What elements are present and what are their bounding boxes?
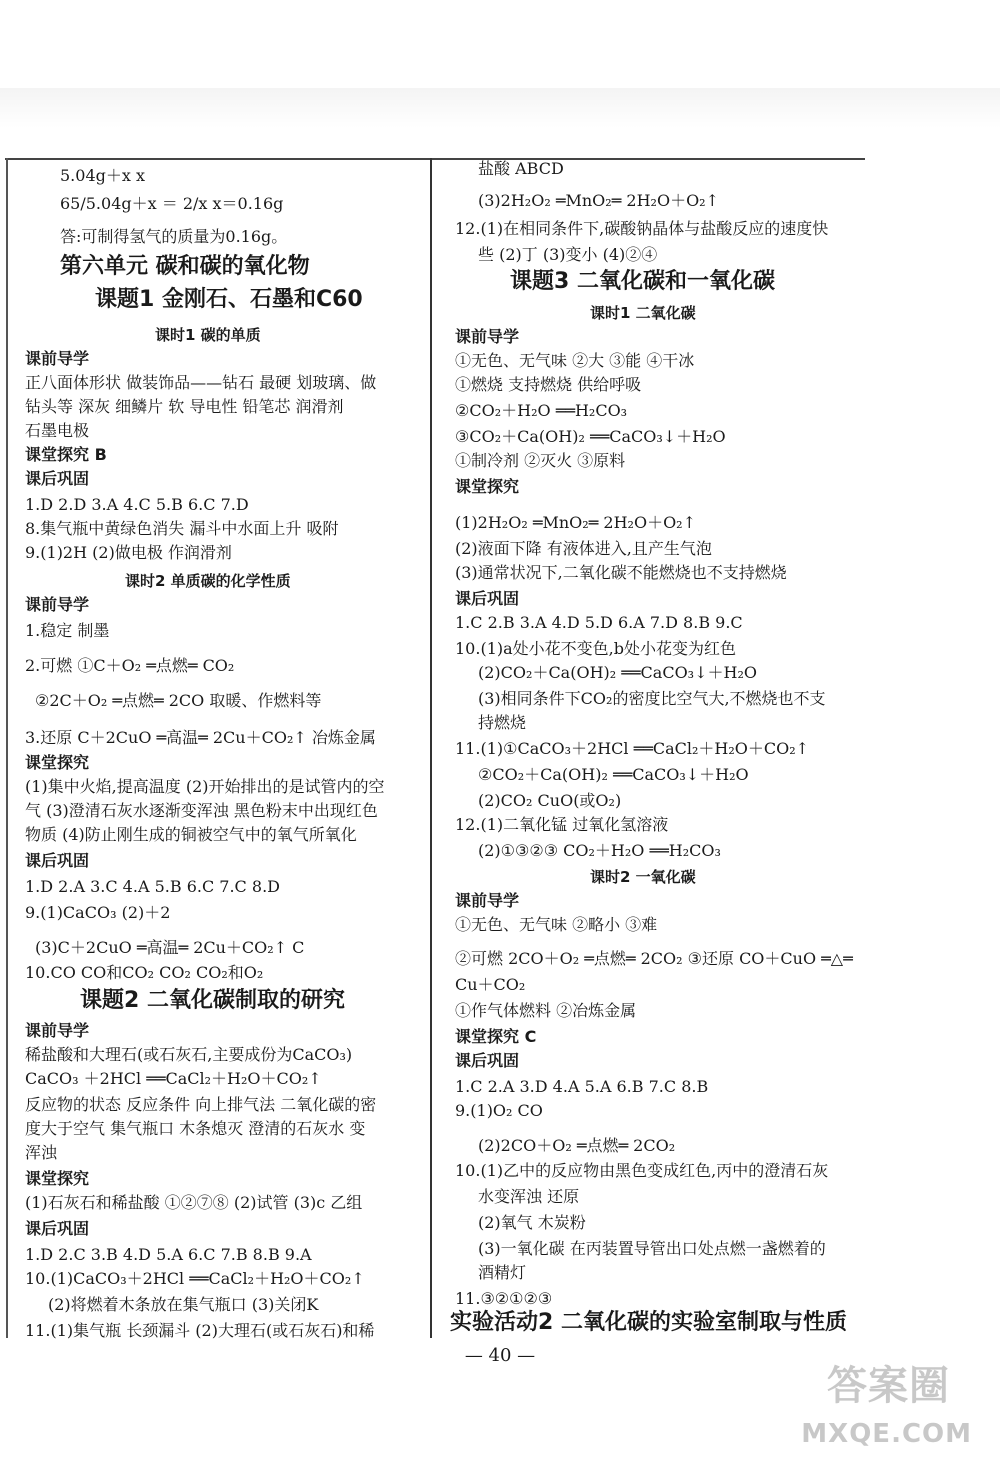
right-text-line: (2)液面下降 有液体进入,且产生气泡 xyxy=(455,539,712,558)
left-text-line: 2.可燃 ①C＋O₂ ═点燃═ CO₂ xyxy=(25,656,235,675)
right-text-line: 11.③②①②③ xyxy=(455,1289,553,1308)
left-text-line: 10.CO CO和CO₂ CO₂ CO₂和O₂ xyxy=(25,963,264,982)
right-text-line: Cu＋CO₂ xyxy=(455,975,526,994)
left-text-line: (1)集中火焰,提高温度 (2)开始排出的是试管内的空 xyxy=(25,777,385,796)
left-text-line: 9.(1)2H (2)做电极 作润滑剂 xyxy=(25,543,232,562)
right-text-line: ②CO₂＋H₂O ══H₂CO₃ xyxy=(455,401,628,420)
right-text-line: 实验活动2 二氧化碳的实验室制取与性质 xyxy=(450,1310,847,1335)
watermark-bottom: MXQE.COM xyxy=(801,1419,972,1449)
left-text-line: 5.04g＋x x xyxy=(60,166,146,185)
right-text-line: 酒精灯 xyxy=(478,1263,527,1282)
left-text-line: (3)C＋2CuO ═高温═ 2Cu＋CO₂↑ C xyxy=(35,938,305,957)
left-text-line: 反应物的状态 反应条件 向上排气法 二氧化碳的密 xyxy=(25,1095,377,1114)
left-text-line: 课堂探究 xyxy=(25,1169,90,1188)
right-text-line: ③CO₂＋Ca(OH)₂ ══CaCO₃↓＋H₂O xyxy=(455,427,726,446)
page-number: — 40 — xyxy=(464,1345,536,1366)
left-text-line: 课前导学 xyxy=(25,349,90,368)
left-text-line: 3.还原 C＋2CuO ═高温═ 2Cu＋CO₂↑ 冶炼金属 xyxy=(25,728,376,747)
right-text-line: ①作气体燃料 ②冶炼金属 xyxy=(455,1001,637,1020)
left-text-line: 65/5.04g＋x ＝ 2/x x＝0.16g xyxy=(60,194,284,213)
right-text-line: ①无色、无气味 ②大 ③能 ④干冰 xyxy=(455,351,695,370)
left-text-line: 1.D 2.C 3.B 4.D 5.A 6.C 7.B 8.B 9.A xyxy=(25,1245,312,1264)
right-text-line: 课后巩固 xyxy=(455,589,520,608)
right-text-line: 12.(1)在相同条件下,碳酸钠晶体与盐酸反应的速度快 xyxy=(455,219,829,238)
scan-shadow xyxy=(0,88,1000,128)
right-text-line: (3)相同条件下CO₂的密度比空气大,不燃烧也不支 xyxy=(478,689,826,708)
left-text-line: (2)将燃着木条放在集气瓶口 (3)关闭K xyxy=(48,1295,319,1314)
left-text-line: 课后巩固 xyxy=(25,851,90,870)
left-text-line: 正八面体形状 做装饰品——钻石 最硬 划玻璃、做 xyxy=(25,373,377,392)
right-text-line: ①制冷剂 ②灭火 ③原料 xyxy=(455,451,626,470)
right-text-line: (2)①③②③ CO₂＋H₂O ══H₂CO₃ xyxy=(478,841,721,860)
left-text-line: 10.(1)CaCO₃＋2HCl ══CaCl₂＋H₂O＋CO₂↑ xyxy=(25,1269,365,1288)
top-rule xyxy=(5,158,865,160)
right-text-line: 课后巩固 xyxy=(455,1051,520,1070)
right-text-line: 课堂探究 xyxy=(455,477,520,496)
right-text-line: 盐酸 ABCD xyxy=(478,159,564,178)
left-text-line: 气 (3)澄清石灰水逐渐变浑浊 黑色粉末中出现红色 xyxy=(25,801,378,820)
right-text-line: (2)CO₂＋Ca(OH)₂ ══CaCO₃↓＋H₂O xyxy=(478,663,757,682)
right-text-line: 课堂探究 C xyxy=(455,1027,537,1046)
right-text-line: 水变浑浊 还原 xyxy=(478,1187,580,1206)
right-text-line: (1)2H₂O₂ ═MnO₂═ 2H₂O＋O₂↑ xyxy=(455,513,697,532)
right-text-line: 1.C 2.B 3.A 4.D 5.D 6.A 7.D 8.B 9.C xyxy=(455,613,743,632)
right-text-line: 1.C 2.A 3.D 4.A 5.A 6.B 7.C 8.B xyxy=(455,1077,709,1096)
left-text-line: 课时2 单质碳的化学性质 xyxy=(125,572,291,590)
right-text-line: (2)氧气 木炭粉 xyxy=(478,1213,586,1232)
right-text-line: 持燃烧 xyxy=(478,713,527,732)
left-text-line: 课堂探究 B xyxy=(25,445,107,464)
right-text-line: ②CO₂＋Ca(OH)₂ ══CaCO₃↓＋H₂O xyxy=(478,765,749,784)
left-text-line: 石墨电极 xyxy=(25,421,90,440)
left-text-line: 1.稳定 制墨 xyxy=(25,621,110,640)
right-text-line: 12.(1)二氧化锰 过氧化氢溶液 xyxy=(455,815,669,834)
right-text-line: ②可燃 2CO＋O₂ ═点燃═ 2CO₂ ③还原 CO＋CuO ═△═ xyxy=(455,949,853,968)
left-text-line: ②2C＋O₂ ═点燃═ 2CO 取暖、作燃料等 xyxy=(35,691,322,710)
left-text-line: 11.(1)集气瓶 长颈漏斗 (2)大理石(或石灰石)和稀 xyxy=(25,1321,375,1340)
left-text-line: 课前导学 xyxy=(25,1021,90,1040)
right-text-line: 课前导学 xyxy=(455,327,520,346)
left-border xyxy=(6,158,8,1338)
right-text-line: (3)一氧化碳 在丙装置导管出口处点燃一盏燃着的 xyxy=(478,1239,826,1258)
left-text-line: 1.D 2.A 3.C 4.A 5.B 6.C 7.C 8.D xyxy=(25,877,280,896)
left-text-line: 第六单元 碳和碳的氧化物 xyxy=(60,254,310,279)
right-text-line: 课题3 二氧化碳和一氧化碳 xyxy=(510,269,775,294)
left-text-line: 课后巩固 xyxy=(25,469,90,488)
right-text-line: 课前导学 xyxy=(455,891,520,910)
right-text-line: ①燃烧 支持燃烧 供给呼吸 xyxy=(455,375,642,394)
left-text-line: 课堂探究 xyxy=(25,753,90,772)
right-text-line: 课时1 二氧化碳 xyxy=(590,304,696,322)
right-text-line: (2)CO₂ CuO(或O₂) xyxy=(478,791,622,810)
left-text-line: 稀盐酸和大理石(或石灰石,主要成份为CaCO₃) xyxy=(25,1045,353,1064)
left-text-line: 9.(1)CaCO₃ (2)＋2 xyxy=(25,903,171,922)
left-text-line: 答:可制得氢气的质量为0.16g。 xyxy=(60,227,288,246)
left-text-line: (1)石灰石和稀盐酸 ①②⑦⑧ (2)试管 (3)c 乙组 xyxy=(25,1193,363,1212)
left-text-line: 课题2 二氧化碳制取的研究 xyxy=(80,988,345,1013)
left-text-line: 课时1 碳的单质 xyxy=(155,326,261,344)
left-text-line: 度大于空气 集气瓶口 木条熄灭 澄清的石灰水 变 xyxy=(25,1119,366,1138)
left-text-line: 课前导学 xyxy=(25,595,90,614)
right-text-line: (2)2CO＋O₂ ═点燃═ 2CO₂ xyxy=(478,1136,676,1155)
right-text-line: 10.(1)乙中的反应物由黑色变成红色,丙中的澄清石灰 xyxy=(455,1161,829,1180)
left-text-line: 1.D 2.D 3.A 4.C 5.B 6.C 7.D xyxy=(25,495,249,514)
right-text-line: 些 (2)丁 (3)变小 (4)②④ xyxy=(478,245,658,264)
left-text-line: 课题1 金刚石、石墨和C60 xyxy=(95,287,363,312)
left-text-line: 8.集气瓶中黄绿色消失 漏斗中水面上升 吸附 xyxy=(25,519,339,538)
right-text-line: (3)通常状况下,二氧化碳不能燃烧也不支持燃烧 xyxy=(455,563,787,582)
left-text-line: 物质 (4)防止刚生成的铜被空气中的氧气所氧化 xyxy=(25,825,357,844)
right-text-line: 课时2 一氧化碳 xyxy=(590,868,696,886)
right-text-line: ①无色、无气味 ②略小 ③难 xyxy=(455,915,658,934)
right-text-line: (3)2H₂O₂ ═MnO₂═ 2H₂O＋O₂↑ xyxy=(478,191,720,210)
watermark-top: 答案圈 xyxy=(827,1363,950,1409)
right-text-line: 9.(1)O₂ CO xyxy=(455,1101,543,1120)
column-divider xyxy=(430,158,432,1338)
left-text-line: 课后巩固 xyxy=(25,1219,90,1238)
right-text-line: 11.(1)①CaCO₃＋2HCl ══CaCl₂＋H₂O＋CO₂↑ xyxy=(455,739,810,758)
left-text-line: 钻头等 深灰 细鳞片 软 导电性 铅笔芯 润滑剂 xyxy=(25,397,344,416)
left-text-line: 浑浊 xyxy=(25,1143,58,1162)
right-text-line: 10.(1)a处小花不变色,b处小花变为红色 xyxy=(455,639,736,658)
left-text-line: CaCO₃ ＋2HCl ══CaCl₂＋H₂O＋CO₂↑ xyxy=(25,1069,322,1088)
